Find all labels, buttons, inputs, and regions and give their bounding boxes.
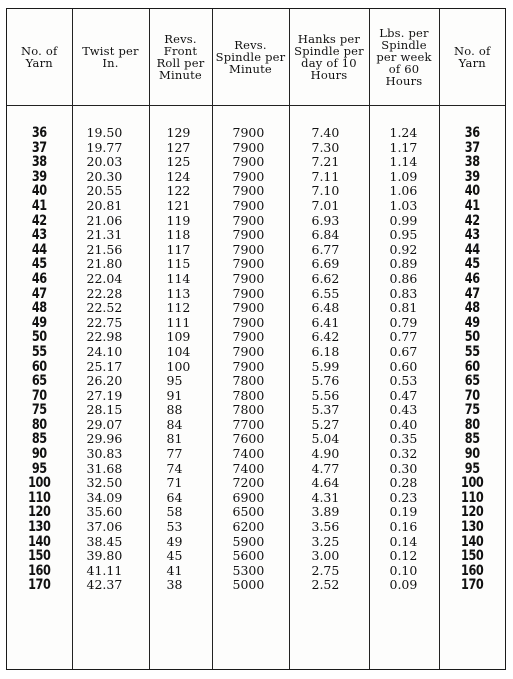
- cell-lbs: 1.24: [369, 126, 439, 141]
- cell-lbs: 0.53: [369, 374, 439, 389]
- cell-revs-spindle: 7900: [212, 243, 289, 258]
- cell-lbs: 0.81: [369, 301, 439, 316]
- cell-revs-spindle: 7900: [212, 345, 289, 360]
- cell-yarn-no-right: 70: [446, 389, 497, 404]
- table-row: [7, 257, 505, 272]
- table-row: [7, 447, 505, 462]
- cell-revs-front-roll: 88: [149, 403, 212, 418]
- cell-lbs: 0.60: [369, 360, 439, 375]
- cell-yarn-no-right: 110: [446, 491, 497, 506]
- cell-lbs: 0.32: [369, 447, 439, 462]
- cell-lbs: 1.14: [369, 155, 439, 170]
- cell-lbs: 0.83: [369, 287, 439, 302]
- cell-hanks: 2.75: [289, 564, 369, 579]
- cell-revs-front-roll: 71: [149, 476, 212, 491]
- cell-lbs: 0.43: [369, 403, 439, 418]
- cell-revs-spindle: 7400: [212, 447, 289, 462]
- cell-revs-spindle: 7900: [212, 214, 289, 229]
- cell-yarn-no-right: 50: [446, 330, 497, 345]
- header-no-of-yarn-right: No. of Yarn: [439, 9, 505, 106]
- cell-revs-spindle: 7900: [212, 301, 289, 316]
- cell-yarn-no-right: 42: [446, 214, 497, 229]
- table-row: [7, 155, 505, 170]
- cell-yarn-no-right: 47: [446, 287, 497, 302]
- cell-yarn-no: 150: [28, 549, 51, 564]
- cell-yarn-no: 90: [31, 447, 47, 462]
- table-row: [7, 141, 505, 156]
- cell-revs-spindle: 7800: [212, 403, 289, 418]
- cell-hanks: 7.10: [289, 184, 369, 199]
- cell-revs-front-roll: 64: [149, 491, 212, 506]
- cell-revs-spindle: 7900: [212, 155, 289, 170]
- cell-revs-spindle: 7800: [212, 374, 289, 389]
- cell-twist: 37.06: [72, 520, 149, 535]
- cell-yarn-no-right: 150: [446, 549, 497, 564]
- cell-revs-spindle: 7700: [212, 418, 289, 433]
- cell-revs-front-roll: 114: [149, 272, 212, 287]
- cell-yarn-no: 65: [31, 374, 47, 389]
- cell-yarn-no-right: 80: [446, 418, 497, 433]
- cell-yarn-no-right: 44: [446, 243, 497, 258]
- cell-yarn-no: 40: [31, 184, 47, 199]
- cell-yarn-no-right: 60: [446, 360, 497, 375]
- table-spacer-row: [7, 106, 505, 127]
- cell-yarn-no: 140: [28, 534, 51, 550]
- cell-revs-spindle: 7900: [212, 287, 289, 302]
- table-row: [7, 462, 505, 477]
- cell-yarn-no: 100: [28, 476, 51, 491]
- cell-revs-spindle: 6500: [212, 505, 289, 520]
- cell-lbs: 0.10: [369, 564, 439, 579]
- cell-yarn-no-right: 90: [446, 447, 497, 462]
- cell-twist: 22.04: [72, 272, 149, 287]
- table-row: [7, 184, 505, 199]
- cell-hanks: 5.99: [289, 360, 369, 375]
- cell-yarn-no: 85: [31, 432, 47, 448]
- header-no-of-yarn: No. of Yarn: [21, 44, 58, 70]
- header-lbs-per-spindle: Lbs. per Spindle per week of 60 Hours: [369, 9, 439, 106]
- cell-revs-spindle: 7900: [212, 141, 289, 156]
- cell-hanks: 5.27: [289, 418, 369, 433]
- cell-twist: 21.80: [72, 257, 149, 272]
- table-row: [7, 199, 505, 214]
- cell-yarn-no-right: 75: [446, 403, 497, 418]
- cell-yarn-no: 95: [31, 461, 47, 477]
- cell-yarn-no-right: 45: [446, 257, 497, 272]
- table-row: [7, 476, 505, 491]
- cell-yarn-no: 120: [28, 505, 51, 521]
- cell-yarn-no: 39: [31, 169, 47, 185]
- cell-twist: 31.68: [72, 462, 149, 477]
- table-row: [7, 272, 505, 287]
- cell-hanks: 4.77: [289, 462, 369, 477]
- cell-hanks: 3.89: [289, 505, 369, 520]
- cell-yarn-no-right: 46: [446, 272, 497, 287]
- cell-twist: 38.45: [72, 535, 149, 550]
- cell-twist: 24.10: [72, 345, 149, 360]
- cell-hanks: 6.77: [289, 243, 369, 258]
- cell-yarn-no: 70: [31, 388, 47, 404]
- cell-hanks: 4.31: [289, 491, 369, 506]
- cell-yarn-no-right: 48: [446, 301, 497, 316]
- table-row: [7, 316, 505, 331]
- cell-hanks: 4.90: [289, 447, 369, 462]
- cell-twist: 20.30: [72, 170, 149, 185]
- cell-revs-spindle: 6200: [212, 520, 289, 535]
- table-row: [7, 549, 505, 564]
- cell-lbs: 0.67: [369, 345, 439, 360]
- cell-revs-spindle: 7900: [212, 257, 289, 272]
- cell-twist: 22.75: [72, 316, 149, 331]
- cell-revs-spindle: 7900: [212, 199, 289, 214]
- cell-revs-spindle: 7200: [212, 476, 289, 491]
- cell-hanks: 6.41: [289, 316, 369, 331]
- cell-lbs: 0.19: [369, 505, 439, 520]
- cell-hanks: 6.48: [289, 301, 369, 316]
- table-row: [7, 374, 505, 389]
- cell-hanks: 7.30: [289, 141, 369, 156]
- cell-lbs: 0.86: [369, 272, 439, 287]
- cell-yarn-no: 170: [28, 578, 51, 593]
- cell-twist: 28.15: [72, 403, 149, 418]
- cell-revs-front-roll: 41: [149, 564, 212, 579]
- cell-hanks: 7.01: [289, 199, 369, 214]
- cell-yarn-no: 46: [31, 271, 47, 287]
- cell-lbs: 0.77: [369, 330, 439, 345]
- cell-yarn-no: 50: [31, 330, 47, 345]
- header-hanks-per-spindle: Hanks per Spindle per day of 10 Hours: [289, 9, 369, 106]
- cell-revs-front-roll: 104: [149, 345, 212, 360]
- cell-yarn-no-right: 37: [446, 141, 497, 156]
- table-row: [7, 126, 505, 141]
- cell-yarn-no: 75: [31, 403, 47, 418]
- cell-twist: 25.17: [72, 360, 149, 375]
- cell-revs-front-roll: 81: [149, 432, 212, 447]
- cell-yarn-no: 45: [31, 257, 47, 272]
- cell-hanks: 6.42: [289, 330, 369, 345]
- cell-revs-spindle: 7600: [212, 432, 289, 447]
- cell-yarn-no-right: 49: [446, 316, 497, 331]
- cell-revs-front-roll: 109: [149, 330, 212, 345]
- cell-yarn-no: 60: [31, 359, 47, 375]
- cell-yarn-no-right: 65: [446, 374, 497, 389]
- cell-yarn-no: 80: [31, 417, 47, 433]
- cell-revs-spindle: 7900: [212, 360, 289, 375]
- cell-lbs: 0.89: [369, 257, 439, 272]
- cell-twist: 35.60: [72, 505, 149, 520]
- cell-hanks: 3.25: [289, 535, 369, 550]
- cell-twist: 22.52: [72, 301, 149, 316]
- cell-revs-front-roll: 77: [149, 447, 212, 462]
- cell-hanks: 6.62: [289, 272, 369, 287]
- cell-revs-spindle: 7900: [212, 126, 289, 141]
- cell-revs-front-roll: 129: [149, 126, 212, 141]
- cell-twist: 27.19: [72, 389, 149, 404]
- cell-twist: 20.55: [72, 184, 149, 199]
- cell-lbs: 0.92: [369, 243, 439, 258]
- cell-revs-spindle: 5900: [212, 535, 289, 550]
- table-row: [7, 345, 505, 360]
- cell-twist: 21.31: [72, 228, 149, 243]
- table-header-row: [7, 9, 505, 106]
- cell-yarn-no-right: 140: [446, 535, 497, 550]
- cell-revs-spindle: 5600: [212, 549, 289, 564]
- cell-yarn-no: 160: [28, 563, 51, 579]
- table-row: [7, 491, 505, 506]
- cell-yarn-no: 41: [31, 198, 47, 214]
- cell-twist: 21.56: [72, 243, 149, 258]
- cell-revs-front-roll: 117: [149, 243, 212, 258]
- cell-twist: 34.09: [72, 491, 149, 506]
- cell-lbs: 0.16: [369, 520, 439, 535]
- cell-yarn-no: 47: [31, 286, 47, 302]
- cell-twist: 26.20: [72, 374, 149, 389]
- cell-lbs: 0.23: [369, 491, 439, 506]
- cell-lbs: 0.35: [369, 432, 439, 447]
- cell-revs-front-roll: 84: [149, 418, 212, 433]
- cell-yarn-no: 42: [31, 213, 47, 229]
- cell-lbs: 0.47: [369, 389, 439, 404]
- cell-revs-spindle: 6900: [212, 491, 289, 506]
- cell-revs-spindle: 7900: [212, 330, 289, 345]
- table-bottom-filler: [7, 593, 505, 669]
- yarn-spinning-table: [7, 9, 505, 669]
- table-row: [7, 228, 505, 243]
- cell-yarn-no-right: 85: [446, 432, 497, 447]
- cell-yarn-no-right: 43: [446, 228, 497, 243]
- cell-yarn-no: 37: [31, 140, 47, 156]
- cell-yarn-no-right: 41: [446, 199, 497, 214]
- cell-revs-spindle: 7900: [212, 184, 289, 199]
- cell-revs-spindle: 7400: [212, 462, 289, 477]
- cell-revs-front-roll: 74: [149, 462, 212, 477]
- cell-lbs: 0.40: [369, 418, 439, 433]
- header-twist-per-in: Twist per In.: [72, 9, 149, 106]
- cell-revs-front-roll: 115: [149, 257, 212, 272]
- cell-lbs: 0.99: [369, 214, 439, 229]
- table-row: [7, 403, 505, 418]
- cell-revs-front-roll: 53: [149, 520, 212, 535]
- cell-lbs: 0.30: [369, 462, 439, 477]
- cell-hanks: 5.76: [289, 374, 369, 389]
- cell-hanks: 5.56: [289, 389, 369, 404]
- cell-twist: 30.83: [72, 447, 149, 462]
- cell-twist: 20.03: [72, 155, 149, 170]
- cell-revs-front-roll: 118: [149, 228, 212, 243]
- cell-twist: 20.81: [72, 199, 149, 214]
- cell-yarn-no: 38: [31, 155, 47, 170]
- cell-hanks: 7.21: [289, 155, 369, 170]
- cell-revs-front-roll: 45: [149, 549, 212, 564]
- cell-revs-front-roll: 91: [149, 389, 212, 404]
- cell-hanks: 6.93: [289, 214, 369, 229]
- cell-lbs: 0.09: [369, 578, 439, 593]
- cell-lbs: 1.06: [369, 184, 439, 199]
- cell-lbs: 1.17: [369, 141, 439, 156]
- cell-hanks: 5.37: [289, 403, 369, 418]
- table-row: [7, 535, 505, 550]
- table-body: [7, 106, 505, 670]
- cell-revs-front-roll: 38: [149, 578, 212, 593]
- cell-revs-front-roll: 100: [149, 360, 212, 375]
- cell-revs-spindle: 7900: [212, 170, 289, 185]
- cell-hanks: 6.69: [289, 257, 369, 272]
- cell-twist: 19.50: [72, 126, 149, 141]
- cell-revs-spindle: 7900: [212, 228, 289, 243]
- cell-hanks: 6.84: [289, 228, 369, 243]
- cell-yarn-no-right: 38: [446, 155, 497, 170]
- table-row: [7, 214, 505, 229]
- table-row: [7, 432, 505, 447]
- table-row: [7, 170, 505, 185]
- cell-yarn-no: 44: [31, 242, 47, 258]
- table-row: [7, 564, 505, 579]
- cell-twist: 32.50: [72, 476, 149, 491]
- header-revs-spindle: Revs. Spindle per Minute: [212, 9, 289, 106]
- table-row: [7, 243, 505, 258]
- cell-hanks: 6.18: [289, 345, 369, 360]
- cell-yarn-no-right: 160: [446, 564, 497, 579]
- cell-revs-spindle: 5300: [212, 564, 289, 579]
- cell-revs-spindle: 7900: [212, 272, 289, 287]
- cell-yarn-no: 36: [31, 126, 47, 141]
- cell-yarn-no-right: 170: [446, 578, 497, 593]
- cell-lbs: 1.03: [369, 199, 439, 214]
- cell-revs-spindle: 7900: [212, 316, 289, 331]
- cell-twist: 39.80: [72, 549, 149, 564]
- cell-yarn-no-right: 95: [446, 462, 497, 477]
- cell-twist: 22.28: [72, 287, 149, 302]
- cell-revs-front-roll: 112: [149, 301, 212, 316]
- cell-revs-front-roll: 127: [149, 141, 212, 156]
- yarn-table-page: [6, 8, 506, 670]
- cell-revs-front-roll: 124: [149, 170, 212, 185]
- cell-hanks: 3.00: [289, 549, 369, 564]
- cell-yarn-no: 110: [28, 490, 51, 506]
- cell-revs-spindle: 5000: [212, 578, 289, 593]
- cell-revs-front-roll: 121: [149, 199, 212, 214]
- cell-revs-front-roll: 58: [149, 505, 212, 520]
- cell-twist: 21.06: [72, 214, 149, 229]
- cell-yarn-no: 130: [28, 520, 51, 535]
- table-row: [7, 505, 505, 520]
- cell-hanks: 6.55: [289, 287, 369, 302]
- cell-yarn-no-right: 100: [446, 476, 497, 491]
- cell-revs-front-roll: 95: [149, 374, 212, 389]
- cell-revs-front-roll: 111: [149, 316, 212, 331]
- cell-revs-front-roll: 119: [149, 214, 212, 229]
- cell-yarn-no-right: 130: [446, 520, 497, 535]
- cell-lbs: 0.79: [369, 316, 439, 331]
- cell-hanks: 5.04: [289, 432, 369, 447]
- cell-yarn-no-right: 40: [446, 184, 497, 199]
- cell-yarn-no: 55: [31, 344, 47, 360]
- cell-revs-front-roll: 125: [149, 155, 212, 170]
- cell-hanks: 3.56: [289, 520, 369, 535]
- cell-twist: 22.98: [72, 330, 149, 345]
- cell-revs-front-roll: 49: [149, 535, 212, 550]
- cell-lbs: 0.14: [369, 535, 439, 550]
- table-row: [7, 360, 505, 375]
- cell-twist: 41.11: [72, 564, 149, 579]
- cell-twist: 29.96: [72, 432, 149, 447]
- cell-revs-spindle: 7800: [212, 389, 289, 404]
- cell-lbs: 0.95: [369, 228, 439, 243]
- cell-lbs: 0.28: [369, 476, 439, 491]
- cell-yarn-no-right: 55: [446, 345, 497, 360]
- cell-yarn-no: 48: [31, 301, 47, 316]
- cell-twist: 19.77: [72, 141, 149, 156]
- cell-revs-front-roll: 122: [149, 184, 212, 199]
- cell-yarn-no: 43: [31, 228, 47, 243]
- table-row: [7, 287, 505, 302]
- cell-yarn-no: 49: [31, 315, 47, 331]
- cell-revs-front-roll: 113: [149, 287, 212, 302]
- cell-lbs: 1.09: [369, 170, 439, 185]
- cell-hanks: 7.40: [289, 126, 369, 141]
- header-revs-front-roll: Revs. Front Roll per Minute: [149, 9, 212, 106]
- table-row: [7, 389, 505, 404]
- table-row: [7, 418, 505, 433]
- cell-yarn-no-right: 120: [446, 505, 497, 520]
- table-row: [7, 330, 505, 345]
- table-row: [7, 578, 505, 593]
- cell-hanks: 4.64: [289, 476, 369, 491]
- cell-hanks: 7.11: [289, 170, 369, 185]
- cell-twist: 29.07: [72, 418, 149, 433]
- cell-twist: 42.37: [72, 578, 149, 593]
- cell-hanks: 2.52: [289, 578, 369, 593]
- table-row: [7, 301, 505, 316]
- cell-yarn-no-right: 39: [446, 170, 497, 185]
- cell-lbs: 0.12: [369, 549, 439, 564]
- cell-yarn-no-right: 36: [446, 126, 497, 141]
- table-row: [7, 520, 505, 535]
